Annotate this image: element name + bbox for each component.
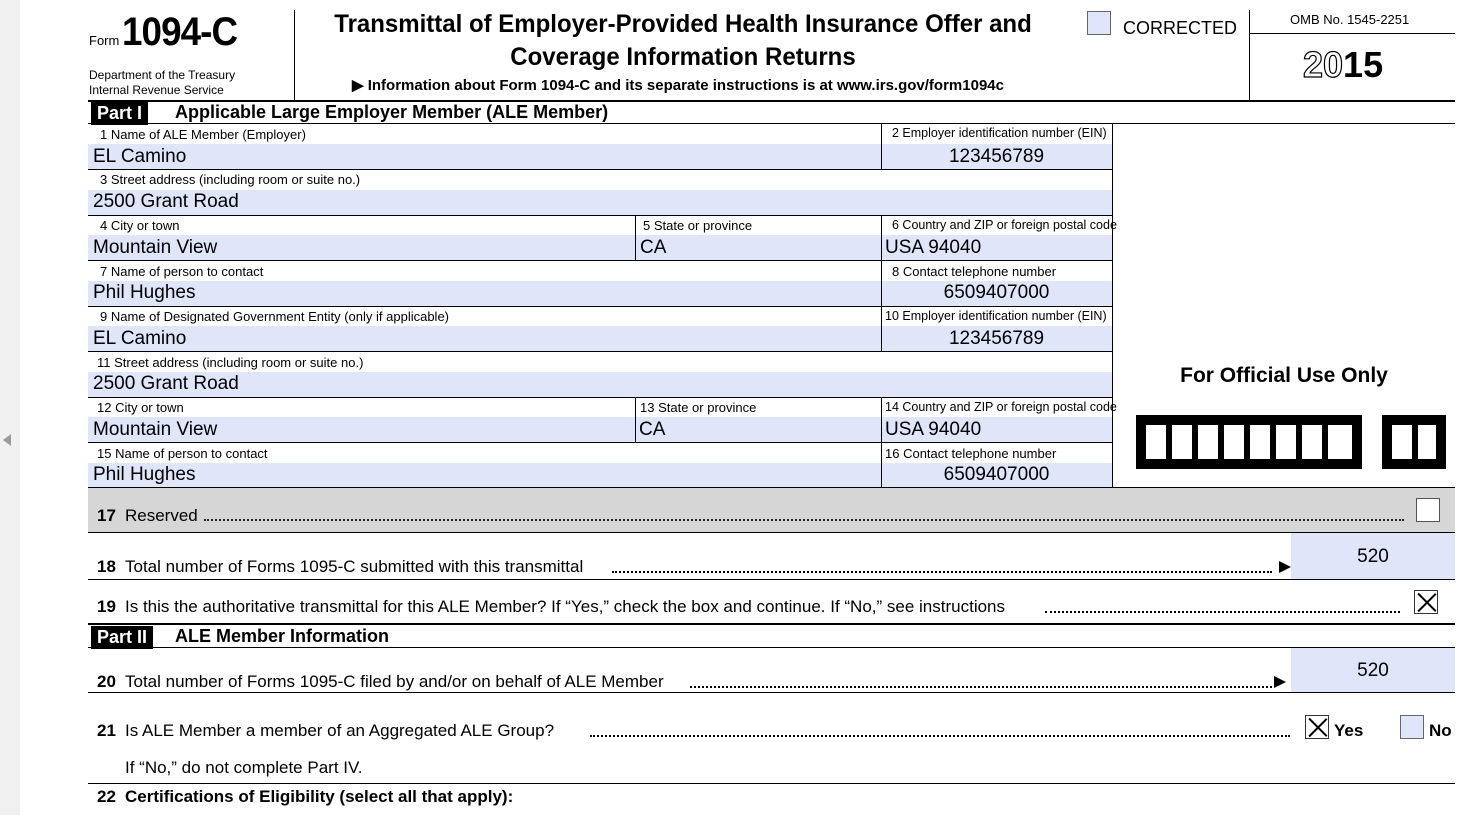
- line19-rule: [88, 623, 1455, 625]
- row-rule: [88, 215, 1113, 216]
- line21-note: If “No,” do not complete Part IV.: [125, 758, 363, 777]
- row-rule: [88, 306, 1113, 307]
- col-rule-right: [1112, 123, 1113, 488]
- ale-member-name[interactable]: EL Camino: [93, 146, 187, 167]
- label-3: 3 Street address (including room or suite no.): [100, 172, 361, 187]
- line19-text: Is this the authoritative transmittal for this ALE Member? If “Yes,” check the box and continue. If “No,” see instructions: [125, 597, 1006, 616]
- line18-leader: [612, 571, 1272, 573]
- line18-arrow-icon: [1279, 561, 1291, 573]
- header-divider-left: [294, 10, 295, 100]
- dge-country-zip[interactable]: USA 94040: [885, 419, 982, 440]
- line18-number: 18: [97, 557, 116, 576]
- field-5-bg: [635, 235, 881, 260]
- line21-rule: [88, 783, 1455, 784]
- label-7: 7 Name of person to contact: [100, 264, 264, 279]
- row-rule: [88, 397, 1113, 398]
- line21-text: Is ALE Member a member of an Aggregated ALE Group?: [125, 721, 555, 740]
- tax-year-prefix: 20: [1303, 44, 1344, 85]
- row-rule: [88, 442, 1113, 443]
- part1-title-rule: [88, 123, 1455, 124]
- label-1: 1 Name of ALE Member (Employer): [100, 127, 306, 142]
- dge-name[interactable]: EL Camino: [93, 328, 187, 349]
- omb-divider: [1249, 33, 1455, 34]
- city[interactable]: Mountain View: [93, 237, 218, 258]
- dept-line1: Department of the Treasury: [89, 68, 236, 82]
- line17-row: [88, 488, 1455, 532]
- tax-year-suffix: 15: [1343, 44, 1384, 85]
- street-address[interactable]: 2500 Grant Road: [93, 191, 239, 212]
- left-gutter: [0, 0, 20, 815]
- line20-arrow-icon: [1274, 676, 1286, 688]
- part2-title-rule: [88, 647, 1455, 648]
- header-divider-right: [1249, 10, 1250, 100]
- label-9: 9 Name of Designated Government Entity (only if applicable): [100, 309, 450, 324]
- form-info-line: ▶ Information about Form 1094-C and its separate instructions is at www.irs.gov/form1094c: [352, 77, 1004, 94]
- line22-number: 22: [97, 787, 116, 806]
- label-5: 5 State or province: [643, 218, 753, 233]
- country-zip[interactable]: USA 94040: [885, 237, 982, 258]
- col-rule: [635, 215, 636, 261]
- line21-no-checkbox[interactable]: [1400, 715, 1424, 739]
- col-rule: [881, 215, 882, 261]
- contact-name[interactable]: Phil Hughes: [93, 282, 196, 303]
- line20-value[interactable]: 520: [1357, 660, 1389, 681]
- ale-member-ein[interactable]: 123456789: [948, 146, 1045, 167]
- field-1-bg: [88, 144, 881, 169]
- form-title-line1: Transmittal of Employer-Provided Health Insurance Offer and: [334, 10, 1032, 38]
- line19-checkbox[interactable]: [1414, 590, 1438, 614]
- dept-line2: Internal Revenue Service: [89, 83, 224, 97]
- dge-state[interactable]: CA: [639, 419, 666, 440]
- line21-yes-checkbox[interactable]: [1305, 715, 1329, 739]
- form-number: 1094-C: [122, 10, 238, 54]
- line17-number: 17: [97, 506, 116, 525]
- line17-rule: [88, 532, 1455, 533]
- ocr-barcode: [1136, 415, 1446, 469]
- line20-leader: [690, 686, 1272, 688]
- line22-text: Certifications of Eligibility (select all that apply):: [125, 787, 514, 806]
- corrected-label: CORRECTED: [1123, 18, 1238, 38]
- dge-ein[interactable]: 123456789: [948, 328, 1045, 349]
- line17-checkbox[interactable]: [1416, 498, 1440, 522]
- corrected-checkbox[interactable]: [1087, 11, 1111, 35]
- field-13-bg: [635, 417, 881, 442]
- line21-number: 21: [97, 721, 116, 740]
- omb-number: OMB No. 1545-2251: [1290, 12, 1410, 27]
- line18-text: Total number of Forms 1095-C submitted with this transmittal: [125, 557, 584, 576]
- line21-yes-label: Yes: [1334, 721, 1364, 740]
- dge-city[interactable]: Mountain View: [93, 419, 218, 440]
- state[interactable]: CA: [640, 237, 667, 258]
- line17-leader: [204, 519, 1404, 521]
- line21-no-label: No: [1429, 721, 1452, 740]
- label-6: 6 Country and ZIP or foreign postal code: [892, 218, 1117, 232]
- line20-rule: [88, 692, 1455, 693]
- form-title-line2: Coverage Information Returns: [510, 43, 856, 71]
- label-16: 16 Contact telephone number: [885, 446, 1057, 461]
- field-15-bg: [88, 463, 881, 488]
- row-rule: [88, 260, 1113, 261]
- field-11-bg: [88, 372, 1112, 397]
- line18-value[interactable]: 520: [1357, 546, 1389, 567]
- dge-street-address[interactable]: 2500 Grant Road: [93, 373, 239, 394]
- row-rule: [88, 169, 1113, 170]
- label-4: 4 City or town: [100, 218, 180, 233]
- label-14: 14 Country and ZIP or foreign postal code: [885, 400, 1117, 414]
- field-9-bg: [88, 326, 881, 351]
- label-15: 15 Name of person to contact: [97, 446, 268, 461]
- line19-leader: [1045, 611, 1400, 613]
- tax-year: [1303, 44, 1383, 86]
- dge-contact-phone[interactable]: 6509407000: [943, 464, 1050, 485]
- dge-contact-name[interactable]: Phil Hughes: [93, 464, 196, 485]
- collapse-arrow-icon[interactable]: [3, 434, 11, 446]
- line20-number: 20: [97, 672, 116, 691]
- contact-phone[interactable]: 6509407000: [943, 282, 1050, 303]
- line20-text: Total number of Forms 1095-C filed by and/or on behalf of ALE Member: [125, 672, 664, 691]
- label-10: 10 Employer identification number (EIN): [885, 309, 1107, 323]
- part2-title: ALE Member Information: [175, 626, 390, 646]
- part1-title: Applicable Large Employer Member (ALE Member): [175, 102, 609, 122]
- part2-tag: Part II: [91, 626, 153, 649]
- label-8: 8 Contact telephone number: [892, 264, 1057, 279]
- row-rule: [88, 351, 1113, 352]
- form-word: Form: [89, 33, 120, 48]
- label-11: 11 Street address (including room or suite no.): [97, 355, 364, 370]
- line19-number: 19: [97, 597, 116, 616]
- line21-leader: [590, 735, 1290, 737]
- line17-text: Reserved: [125, 506, 198, 525]
- field-7-bg: [88, 281, 881, 306]
- label-13: 13 State or province: [640, 400, 757, 415]
- label-2: 2 Employer identification number (EIN): [892, 126, 1107, 140]
- part1-tag: Part I: [91, 102, 148, 125]
- field-3-bg: [88, 190, 1112, 215]
- label-12: 12 City or town: [97, 400, 184, 415]
- official-use-label: For Official Use Only: [1180, 364, 1388, 387]
- col-rule: [635, 397, 636, 443]
- line18-rule: [88, 579, 1455, 580]
